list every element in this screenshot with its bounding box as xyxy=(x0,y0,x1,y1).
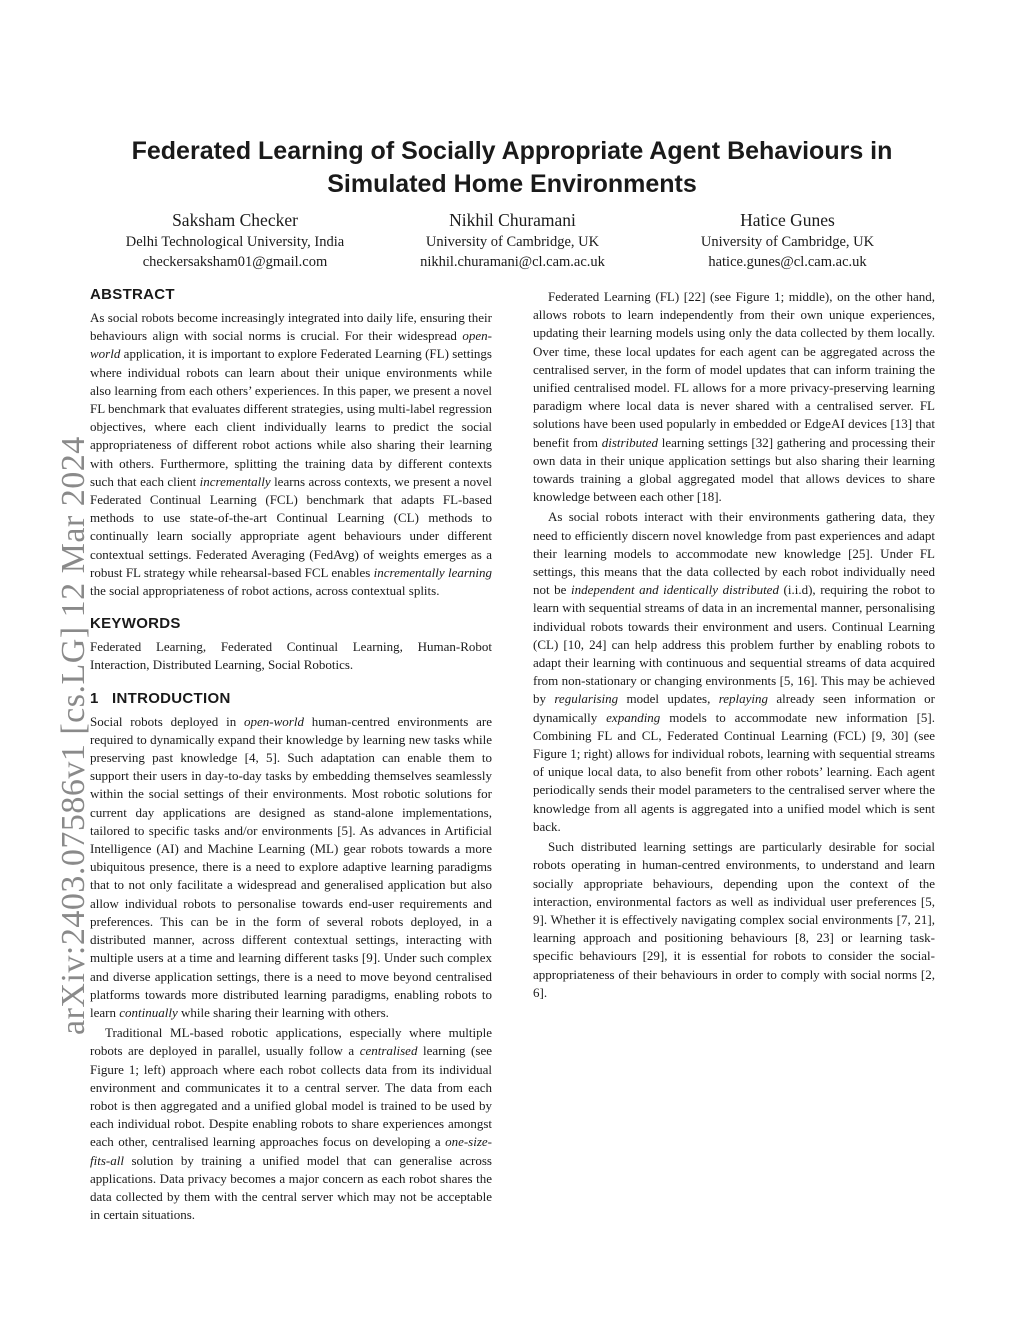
author-block xyxy=(90,208,940,278)
keywords-text: Federated Learning, Federated Continual Learning, Human-Robot Interaction, Distributed Learning, Social Robotics. xyxy=(90,639,492,673)
author-name: Saksham Checker xyxy=(172,210,298,230)
introduction-heading xyxy=(90,689,492,709)
abstract-heading: ABSTRACT xyxy=(90,286,175,303)
abstract-text: As social robots become increasingly integrated into daily life, ensuring their behaviours align with social norms is crucial. For their widespread open-world application, it is important to explore Federated Learning (FL) settings where individual robots can learn about their unique environments while also learning from each others’ experiences. In this paper, we present a novel FL benchmark that evaluates different strategies, using multi-label regression objectives, where each client individually learns to predict the social appropriateness of different robot actions while also sharing their learning with others. Furthermore, splitting the training data by different contexts such that each client incrementally learns across contexts, we present a novel Federated Continual Learning (FCL) benchmark that adapts FL-based methods to use state-of-the-art Continual Learning (CL) methods to continually learn socially appropriate agent behaviours under different contextual settings. Federated Averaging (FedAvg) of weights emerges as a robust FL strategy while rehearsal-based FCL enables incrementally learning the social appropriateness of robot actions, across contextual splits. xyxy=(90,310,493,599)
right-column xyxy=(533,288,935,1002)
author-affiliation: University of Cambridge, UK xyxy=(700,234,875,250)
arxiv-stamp xyxy=(26,345,92,1035)
intro-paragraph-5: Such distributed learning settings are particularly desirable for social robots operating in human-centred environments, to understand and learn socially appropriate behaviours, depending upon the context of the interaction, environmental factors as well as individual user preferences [5, 9]. Whether it is effectively navigating complex social environments [7, 21], learning approach and positioning behaviours [8, 23] or learning task-specific behaviours [29], it is essential for robots to consider the social-appropriateness of their behaviours in order to comply with social norms [2, 6]. xyxy=(533,839,935,1000)
intro-paragraph-3: Federated Learning (FL) [22] (see Figure 1; middle), on the other hand, allows robots to learn independently from their own unique experiences, updating their learning models using only the data collected by them locally. Over time, these local updates for each agent can be aggregated across the centralised server, in the form of model updates that can inform training the unified centralised model. FL allows for a more privacy-preserving learning paradigm where local data is never shared with a centralised server. FL solutions have been used popularly in embedded or EdgeAI devices [13] that benefit from distributed learning settings [32] gathering and processing their own data in their unique application settings but also sharing their learning towards training a global aggregated model that allows devices to share knowledge between each other [18]. xyxy=(533,289,935,505)
author-2 xyxy=(380,208,645,272)
author-email: nikhil.churamani@cl.cam.ac.uk xyxy=(420,254,605,270)
author-email: hatice.gunes@cl.cam.ac.uk xyxy=(708,254,867,270)
title-line-2: Simulated Home Environments xyxy=(327,170,697,198)
author-name: Hatice Gunes xyxy=(740,210,835,230)
section-number: 1 xyxy=(90,689,99,707)
author-1 xyxy=(90,208,380,272)
arxiv-id: arXiv:2403.07586v1 [cs.LG] 12 Mar 2024 xyxy=(55,436,92,1035)
author-affiliation: University of Cambridge, UK xyxy=(425,234,600,250)
author-affiliation: Delhi Technological University, India xyxy=(125,234,345,250)
author-email: checkersaksham01@gmail.com xyxy=(142,254,328,270)
keywords-heading: KEYWORDS xyxy=(90,615,181,633)
section-title: INTRODUCTION xyxy=(112,689,231,707)
paper-title xyxy=(80,135,944,201)
title-line-1: Federated Learning of Socially Appropriate Agent Behaviours in xyxy=(131,137,893,165)
author-name: Nikhil Churamani xyxy=(449,210,576,230)
intro-paragraph-1: Social robots deployed in open-world human-centred environments are required to dynamically expand their knowledge by learning new tasks while preserving past knowledge [4, 5]. Such adaptation can enable them to support their users in day-to-day tasks by embedding themselves seamlessly within the social settings of their environments. Most robotic solutions for current day applications are designed as stand-alone implementations, tailored to specific tasks and/or environments [5]. As advances in Artificial Intelligence (AI) and Machine Learning (ML) gear robots towards a more ubiquitous presence, there is a need to explore adaptive learning paradigms that to not only facilitate a widespread and generalised application but also allow individual robots to personalise towards end-user requirements and preferences. This can be in the form of several robots deployed, in a distributed manner, across different contextual settings, interacting with multiple users at a time and learning different tasks [9]. Under such complex and diverse application settings, there is a need to move beyond centralised platforms towards more distributed learning paradigms, enabling robots to learn continually while sharing their learning with others. xyxy=(90,713,492,1020)
left-column xyxy=(90,285,492,1224)
intro-paragraph-2: Traditional ML-based robotic applications, especially where multiple robots are deployed in parallel, usually follow a centralised learning (see Figure 1; left) approach where each robot collects data from its individual environment and communicates it to a central server. The data from each robot is then aggregated and a unified global model is trained to be used by each individual robot. Despite enabling robots to share experiences amongst each other, centralised learning approaches focus on developing a one-size-fits-all solution by training a unified model that can generalise across applications. Data privacy becomes a major concern as each robot shares the data collected by them with the central server which may not be acceptable in certain situations. xyxy=(90,1025,492,1223)
author-3 xyxy=(645,208,930,272)
intro-paragraph-4: As social robots interact with their environments gathering data, they need to efficiently discern novel knowledge from past experiences and adapt their learning models to accommodate new knowledge [25]. Under FL settings, this means that the data collected by each robot individually need not be independent and identically distributed (i.i.d), requiring the robot to learn with sequential streams of data in an incremental manner, personalising individual robots towards their environment and users. Continual Learning (CL) [10, 24] can help address this problem further by enabling robots to adapt their learning with continuous and sequential streams of data acquired from non-stationary or changing environments [5, 16]. This may be achieved by regularising model updates, replaying already seen information or dynamically expanding models to accommodate new information [5]. Combining FL and CL, Federated Continual Learning (FCL) [9, 30] (see Figure 1; right) allows for individual robots, learning with sequential streams of unique local data, to also benefit from other robots’ learning. Each agent periodically sends their model parameters to the centralised server where the knowledge from all agents is aggregated into a unified model which is sent back. xyxy=(533,509,935,834)
